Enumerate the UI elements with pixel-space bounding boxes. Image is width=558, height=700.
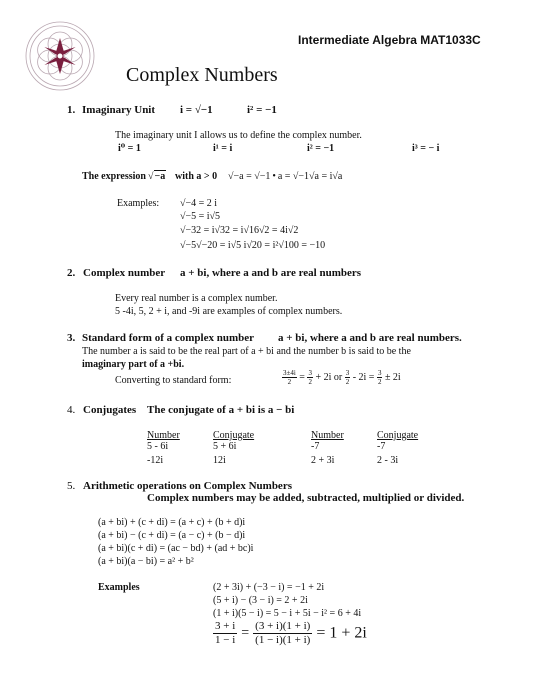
expression-radical: √−a <box>148 171 166 182</box>
arith-example-4: $\frac{3 + i}{1 - i}$ = $\frac{(3 + i)(1 + i)}{(1 - i)(1 + i)}$ = 1 + 2i <box>215 620 367 646</box>
course-title: Intermediate Algebra MAT1033C <box>298 33 481 47</box>
conjugate-col2-header: Conjugate <box>213 430 255 441</box>
power-i0: i⁰ = 1 <box>118 143 141 154</box>
table-cell: -12i <box>147 455 164 466</box>
arith-example-3: (1 + i)(5 − i) = 5 − i + 5i − i² = 6 + 4i <box>213 608 362 619</box>
power-i3: i³ = − i <box>412 143 440 154</box>
power-i2: i² = −1 <box>307 143 335 154</box>
table-cell: 2 + 3i <box>311 455 335 466</box>
table-cell: 2 - 3i <box>377 455 399 466</box>
arith-example-2: (5 + i) − (3 − i) = 2 + 2i <box>213 595 308 606</box>
rule-conjugate-product: (a + bi)(a − bi) = a² + b² <box>98 556 194 567</box>
flower-logo-icon <box>22 18 98 94</box>
converting-equation: $\frac{3\pm 4i}{2}$ = $\frac{3}{2}$ + 2i or $\frac{3}{2}$ - 2i = $\frac{3}{2}$ ± 2i <box>283 369 401 386</box>
complex-number-line-1: Every real number is a complex number. <box>115 293 278 304</box>
section-2-heading: Complex number <box>83 267 166 279</box>
page-title: Complex Numbers <box>126 64 278 86</box>
table-cell: 5 - 6i <box>147 441 169 452</box>
standard-form-line-1: The number a is said to be the real part of a + bi and the number b is said to be the <box>82 346 411 357</box>
i-squared-definition: i² = −1 <box>247 104 277 116</box>
conjugate-col4-header: Conjugate <box>377 430 419 441</box>
section-5-heading: Arithmetic operations on Complex Numbers <box>83 480 292 492</box>
complex-number-line-2: 5 -4i, 5, 2 + i, and -9i are examples of complex numbers. <box>115 306 343 317</box>
section-2-heading-rest: a + bi, where a and b are real numbers <box>180 267 362 279</box>
section-1-number: 1. <box>67 104 76 116</box>
conjugate-col3-header: Number <box>311 430 344 441</box>
rule-multiplication: (a + bi)(c + di) = (ac − bd) + (ad + bc)i <box>98 543 254 554</box>
table-cell: -7 <box>311 441 320 452</box>
section-3-heading-rest: a + bi, where a and b are real numbers. <box>278 332 462 344</box>
section-1-heading: Imaginary Unit <box>82 104 156 116</box>
examples-label: Examples: <box>117 198 160 209</box>
example-3: √−32 = i√32 = i√16√2 = 4i√2 <box>180 225 299 236</box>
section-4-number: 4. <box>67 404 76 416</box>
table-cell: 5 + 6i <box>213 441 237 452</box>
section-3-heading: Standard form of a complex number <box>82 332 255 344</box>
example-1: √−4 = 2 i <box>180 198 218 209</box>
example-2: √−5 = i√5 <box>180 211 221 222</box>
section-4-heading-rest: The conjugate of a + bi is a − bi <box>147 404 295 416</box>
power-i1: i¹ = i <box>213 143 233 154</box>
section-2-number: 2. <box>67 267 76 279</box>
section-4-heading: Conjugates <box>83 404 137 416</box>
section-3-number: 3. <box>67 332 76 344</box>
expression-label: The expression <box>82 171 146 182</box>
imaginary-unit-text: The imaginary unit I allows us to define the complex number. <box>115 130 362 141</box>
converting-label: Converting to standard form: <box>115 375 232 386</box>
rule-addition: (a + bi) + (c + di) = (a + c) + (b + d)i <box>98 517 246 528</box>
example-4: √−5√−20 = i√5 i√20 = i²√100 = −10 <box>180 240 326 251</box>
table-cell: 12i <box>213 455 226 466</box>
table-cell: -7 <box>377 441 386 452</box>
section-5-subheading: Complex numbers may be added, subtracted, multiplied or divided. <box>147 492 465 504</box>
section-5-examples-label: Examples <box>98 582 140 593</box>
rule-subtraction: (a + bi) − (c + di) = (a − c) + (b − d)i <box>98 530 246 541</box>
expression-chain: √−a = √−1 • a = √−1√a = i√a <box>228 171 343 182</box>
arith-example-1: (2 + 3i) + (−3 − i) = −1 + 2i <box>213 582 325 593</box>
standard-form-line-2: imaginary part of a +bi. <box>82 359 185 370</box>
expression-condition: with a > 0 <box>175 171 218 182</box>
section-5-number: 5. <box>67 480 76 492</box>
conjugate-col1-header: Number <box>147 430 180 441</box>
imaginary-unit-definition: i = √−1 <box>180 104 213 116</box>
